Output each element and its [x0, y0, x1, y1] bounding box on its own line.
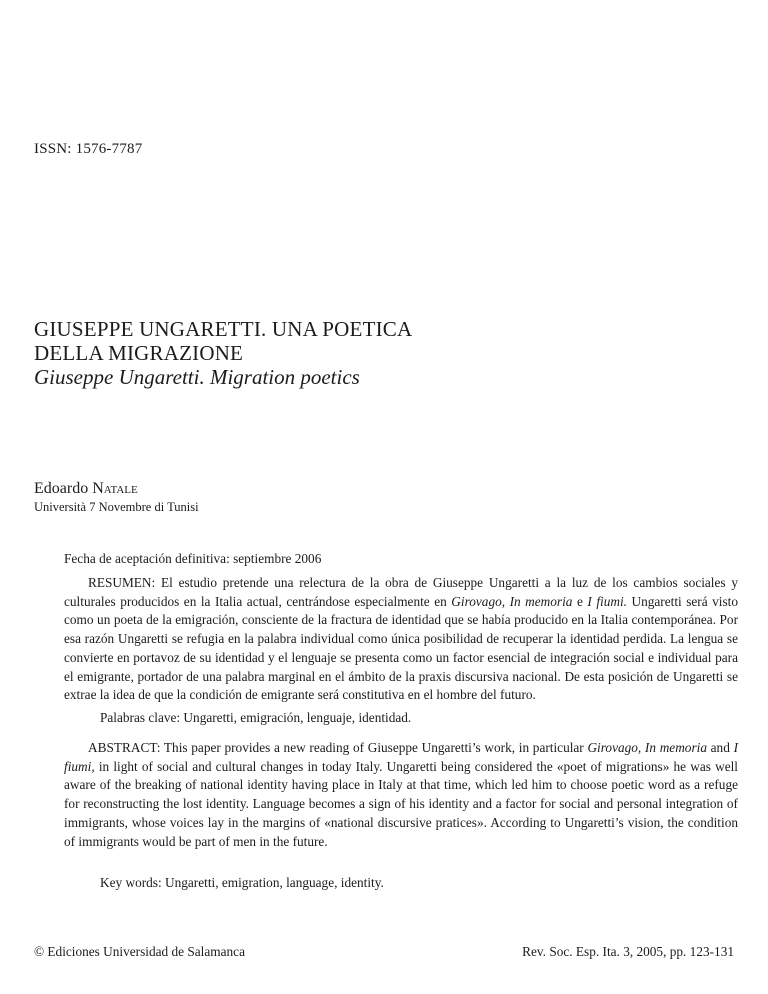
- article-title-line-2: DELLA MIGRAZIONE: [34, 341, 244, 365]
- author: [34, 480, 138, 498]
- resumen-italic-1: Girovago, In memoria: [451, 593, 573, 609]
- issn: ISSN: 1576-7787: [34, 141, 143, 157]
- resumen-paragraph: [64, 574, 738, 705]
- footer-citation: Rev. Soc. Esp. Ita. 3, 2005, pp. 123-131: [522, 944, 734, 959]
- resumen-text-2: e: [572, 593, 588, 609]
- article-title-line-1: GIUSEPPE UNGARETTI. UNA POETICA: [34, 317, 413, 341]
- affiliation: Università 7 Novembre di Tunisi: [34, 500, 199, 514]
- acceptance-date: Fecha de aceptación definitiva: septiembre 2006: [64, 551, 322, 566]
- abstract-italic-1: Girovago, In memoria: [587, 740, 707, 755]
- abstract-paragraph: [64, 739, 738, 851]
- key-words: Key words: Ungaretti, emigration, language, identity.: [100, 875, 384, 890]
- resumen-text-3: Ungaretti será visto como un poeta de la emigración, consciente de la fractura de identidad que se había producido en la Italia contemporánea. Por esa razón Ungaretti se refugia en la palabra individual como única posibilidad de recuperar la identidad perdida. La lengua se convierte en portavoz de su identidad y el lenguaje se presenta como un factor esencial de integración social e individual para el emigrante, portador de una palabra marginal en el ámbito de la praxis discursiva nacional. De esta posición de Ungaretti se extrae la idea de que la condición de emigrante será constitutiva en el hombre del futuro.: [64, 593, 738, 703]
- abstract-italic-2: I fiumi,: [64, 740, 738, 774]
- resumen-text-1: RESUMEN: El estudio pretende una relectura de la obra de Giuseppe Ungaretti a la luz de los cambios sociales y culturales producidos en la Italia actual, centrándose especialmente en: [64, 575, 738, 609]
- abstract-text-3: in light of social and cultural changes in today Italy. Ungaretti being considered the «poet of migrations» he was well aware of the breaking of national identity having place in Italy at that time, which led him to choose poetic word as a refuge for reconstructing the lost identity. Language becomes a sign of his identity and a factor for social and personal integration of immigrants, whose voices lay in the margins of «national discursive pratices». According to Ungaretti’s vision, the condition of immigrants would be part of men in the future.: [64, 758, 738, 849]
- abstract-text-2: and: [706, 740, 734, 755]
- author-last-name: Natale: [92, 480, 138, 497]
- title-block: [34, 317, 734, 389]
- article-subtitle: Giuseppe Ungaretti. Migration poetics: [34, 365, 360, 389]
- abstract-text-1: ABSTRACT: This paper provides a new reading of Giuseppe Ungaretti’s work, in particular: [88, 740, 588, 755]
- author-first-name: Edoardo: [34, 480, 89, 497]
- resumen-italic-2: I fiumi.: [587, 593, 627, 609]
- footer-publisher: © Ediciones Universidad de Salamanca: [34, 944, 245, 959]
- palabras-clave: Palabras clave: Ungaretti, emigración, lenguaje, identidad.: [100, 710, 412, 725]
